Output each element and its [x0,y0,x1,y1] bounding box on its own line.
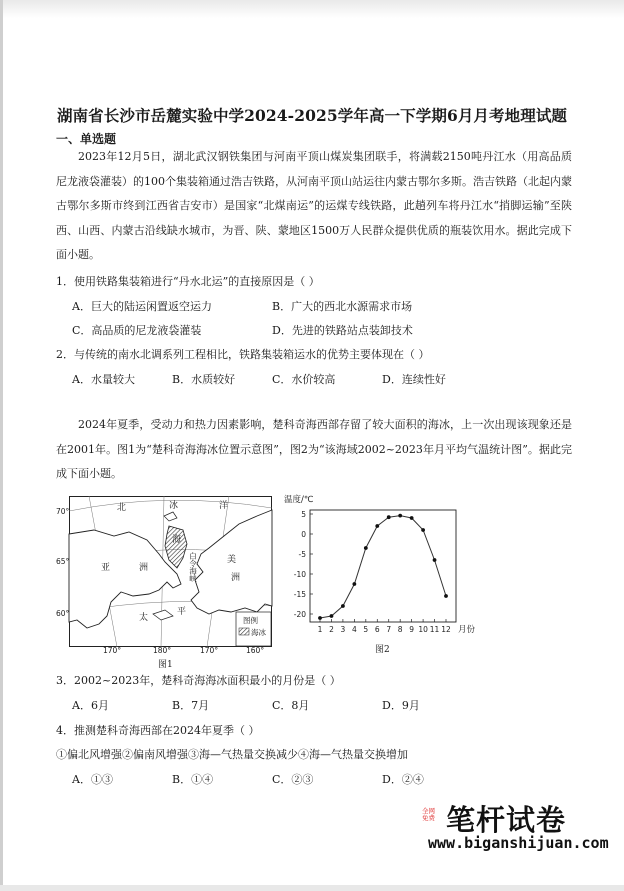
y-tick-label-3: -10 [293,570,306,579]
x-tick-label-1: 1 [317,625,323,634]
x-tick-label-8: 8 [397,625,403,634]
lon-tick-1: 170° [103,646,122,655]
chart-x-axis-label: 月份 [458,625,476,635]
map-legend-title: 图例 [243,616,258,625]
question-4-statements: ①偏北风增强②偏南风增强③海—气热量交换减少④海—气热量交换增加 [56,748,408,761]
lon-tick-4: 160° [246,646,265,655]
page-bottom-border [0,885,624,891]
watermark-tag: 全网免费 [422,807,435,822]
question-2-stem: 2．与传统的南水北调系列工程相比，铁路集装箱运水的优势主要体现在（ ） [56,348,430,361]
q2-option-d: D．连续性好 [382,373,446,386]
x-tick-label-7: 7 [386,625,392,634]
passage-2: 2024年夏季，受动力和热力因素影响，楚科奇海西部存留了较大面积的海冰，上一次出现该现象还是在2001年。图1为“楚科奇海海冰位置示意图”，图2为“该海域2002~2023年月平均气温统计图”。据此完成下面小题。 [56,418,572,480]
map-label-sea: 海 [172,535,182,545]
q3-option-a: A．6月 [72,699,109,712]
page-left-border [0,0,3,891]
temperature-point-7 [387,515,391,519]
q4-option-a: A．①③ [72,773,113,786]
map-label-ocean: 洋 [219,501,229,511]
temperature-point-3 [341,604,345,608]
map-label-pacific-1: 太 [139,613,149,623]
map-label-asia-1: 亚 [101,563,111,573]
y-tick-label-2: -5 [298,550,306,559]
lat-tick-70: 70° [56,507,70,516]
temperature-point-11 [433,558,437,562]
y-tick-label-1: 0 [301,530,306,539]
q3-option-b: B．7月 [172,699,210,712]
q4-option-b: B．①④ [172,773,214,786]
temperature-point-2 [330,614,334,618]
map-label-bering-strait: 白令海峡 [188,552,198,582]
passage-1: 2023年12月5日，湖北武汉钢铁集团与河南平顶山煤炭集团联手，将满载2150吨丹江水（用高品质尼龙液袋灌装）的100个集装箱通过浩吉铁路，从河南平顶山站运往内蒙古鄂尔多斯。浩吉铁路（北起内蒙古鄂尔多斯市终到江西省吉安市）是国家“北煤南运”的运煤专线铁路，此趟列车将丹江水“捎脚运输”至陕西、山西、内蒙古沿线缺水城市，为晋、陕、蒙地区1500万人民群众提供优质的瓶装饮用水。据此完成下面小题。 [56,150,572,261]
question-4-stem: 4．推测楚科奇海西部在2024年夏季（ ） [56,724,260,737]
q4-option-c: C．②③ [272,773,314,786]
watermark-url[interactable]: www.biganshijuan.com [428,834,609,852]
x-tick-label-12: 12 [441,625,451,634]
x-tick-label-5: 5 [363,625,369,634]
y-tick-label-5: -20 [293,610,306,619]
lon-tick-2: 180° [153,646,172,655]
section-heading: 一、单选题 [56,132,117,146]
q1-option-c: C．高品质的尼龙液袋灌装 [72,324,202,337]
q1-option-b: B．广大的西北水源需求市场 [272,300,413,313]
q2-option-a: A．水量较大 [72,373,135,386]
lat-tick-60: 60° [56,609,70,618]
map-label-north: 北 [117,503,127,513]
watermark-brand: 笔杆试卷 [446,803,567,837]
x-tick-label-11: 11 [429,625,440,634]
y-tick-label-0: 5 [301,510,306,519]
map-label-ice: 冰 [169,501,179,511]
temperature-point-5 [364,546,368,550]
question-3-stem: 3．2002~2023年，楚科奇海海冰面积最小的月份是（ ） [56,674,341,687]
temperature-point-4 [352,582,356,586]
temperature-chart [282,492,492,660]
temperature-point-8 [398,514,402,518]
x-tick-label-2: 2 [329,625,334,634]
map-label-asia-2: 洲 [139,563,149,573]
page-top-shadow [0,0,624,18]
x-tick-label-9: 9 [409,625,415,634]
x-tick-label-10: 10 [418,625,428,634]
chart-y-axis-label: 温度/℃ [284,495,314,505]
x-tick-label-3: 3 [340,625,346,634]
lat-tick-65: 65° [56,557,70,566]
figure-2-caption: 图2 [375,645,390,655]
q3-option-c: C．8月 [272,699,310,712]
question-1-stem: 1．使用铁路集装箱进行“丹水北运”的直接原因是（ ） [56,275,320,288]
temperature-point-9 [410,516,414,520]
map-label-pacific-2: 平 [177,607,187,617]
chart-plot-frame [310,510,456,622]
legend-ice-swatch [239,628,249,635]
q3-option-d: D．9月 [382,699,420,712]
q1-option-d: D．先进的铁路站点装卸技术 [272,324,413,337]
map-label-america-2: 洲 [231,573,241,583]
temperature-point-10 [421,528,425,532]
sea-ice-map [56,496,272,647]
lon-tick-3: 170° [200,646,219,655]
exam-title: 湖南省长沙市岳麓实验中学2024-2025学年高一下学期6月月考地理试题 [56,106,568,125]
figure-1-caption: 图1 [158,660,173,670]
map-label-america-1: 美 [227,555,237,565]
q2-option-b: B．水质较好 [172,373,236,386]
y-tick-label-4: -15 [293,590,306,599]
x-tick-label-4: 4 [351,625,357,634]
temperature-point-12 [444,594,448,598]
q1-option-a: A．巨大的陆运闲置返空运力 [72,300,212,313]
temperature-point-6 [375,524,379,528]
map-legend-item: 海冰 [251,628,266,637]
q2-option-c: C．水价较高 [272,373,336,386]
x-tick-label-6: 6 [374,625,380,634]
q4-option-d: D．②④ [382,773,424,786]
